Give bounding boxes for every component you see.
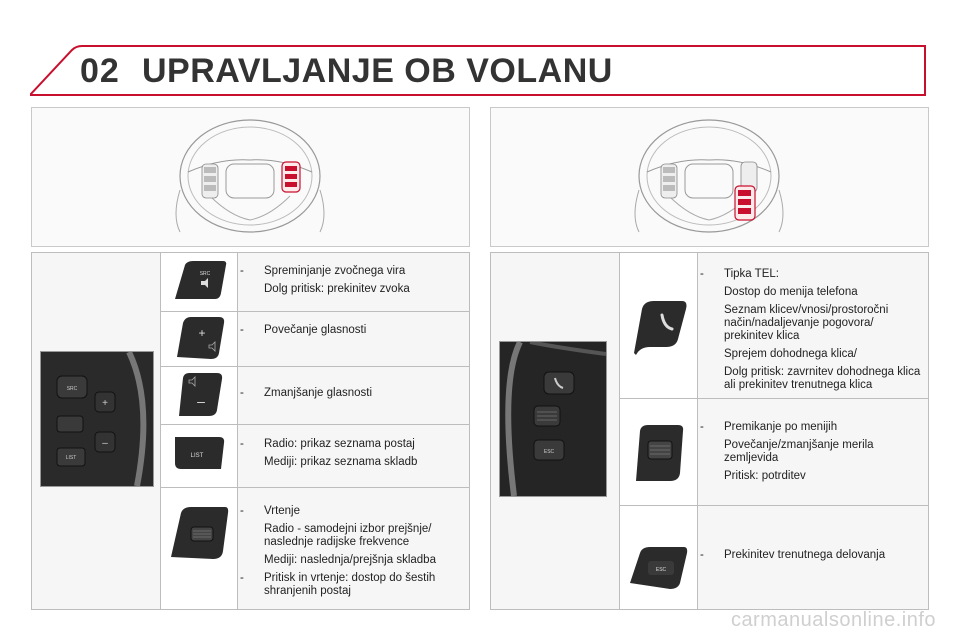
svg-text:LIST: LIST (65, 455, 77, 461)
svg-text:–: – (197, 393, 205, 409)
menu-scroll-wheel-icon (628, 421, 688, 490)
watermark: carmanualsonline.info (730, 609, 936, 631)
right-row-3-text: - Prekinitev trenutnega delovanja (700, 549, 886, 561)
right-photo-column (491, 253, 620, 609)
left-controls-table (31, 252, 470, 610)
esc-button-icon (626, 543, 690, 598)
left-row-4-text: - Radio: prikaz seznama postaj Mediji: prikaz seznama skladb (240, 438, 418, 468)
right-row-2-text: - Premikanje po menijih Povečanje/zmanjšanje merila zemljevida Pritisk: potrditev (700, 421, 874, 482)
steering-wheel-diagram-right (490, 107, 929, 247)
volume-down-button-icon (169, 370, 229, 425)
svg-text:SRC: SRC (66, 386, 78, 392)
src-mute-button-icon (169, 259, 229, 308)
svg-text:SRC: SRC (199, 271, 211, 277)
left-icon-column (161, 253, 238, 609)
svg-text:–: – (102, 438, 108, 449)
left-row-2-text: - Povečanje glasnosti (240, 324, 367, 336)
chapter-number: 02 (80, 52, 120, 90)
right-controls-table (490, 252, 929, 610)
svg-text:ESC: ESC (655, 567, 667, 573)
page-title: UPRAVLJANJE OB VOLANU (142, 52, 613, 90)
svg-text:+: + (198, 326, 206, 340)
phone-button-icon (626, 295, 690, 364)
left-row-5-text: - Vrtenje Radio - samodejni izbor prejšnje/ naslednje radijske frekvence Mediji: naslednja/prejšnja skladba - Pritisk in vrtenje: dostop do šestih shranjenih postaj (240, 505, 436, 597)
left-photo-column (32, 253, 161, 609)
steering-right-controls-photo (499, 341, 607, 497)
steering-left-controls-photo (40, 351, 154, 487)
right-row-1-text: - Tipka TEL: Dostop do menija telefona Seznam klicev/vnosi/prostoročni način/nadaljevanje pogovora/ prekinitev klica Sprejem dohodnega klica/ Dolg pritisk: zavrnitev dohodnega klica ali prekinitev trenutnega klica (700, 268, 921, 391)
svg-text:ESC: ESC (543, 449, 555, 455)
list-button-icon (169, 431, 229, 480)
svg-text:+: + (102, 398, 108, 409)
svg-text:LIST: LIST (190, 453, 204, 459)
scroll-wheel-icon (167, 505, 231, 570)
right-icon-column (620, 253, 698, 609)
left-row-3-text: - Zmanjšanje glasnosti (240, 387, 373, 399)
left-row-1-text: - Spreminjanje zvočnega vira Dolg pritisk: prekinitev zvoka (240, 265, 410, 295)
volume-up-button-icon (169, 313, 229, 368)
steering-wheel-diagram-left (31, 107, 470, 247)
